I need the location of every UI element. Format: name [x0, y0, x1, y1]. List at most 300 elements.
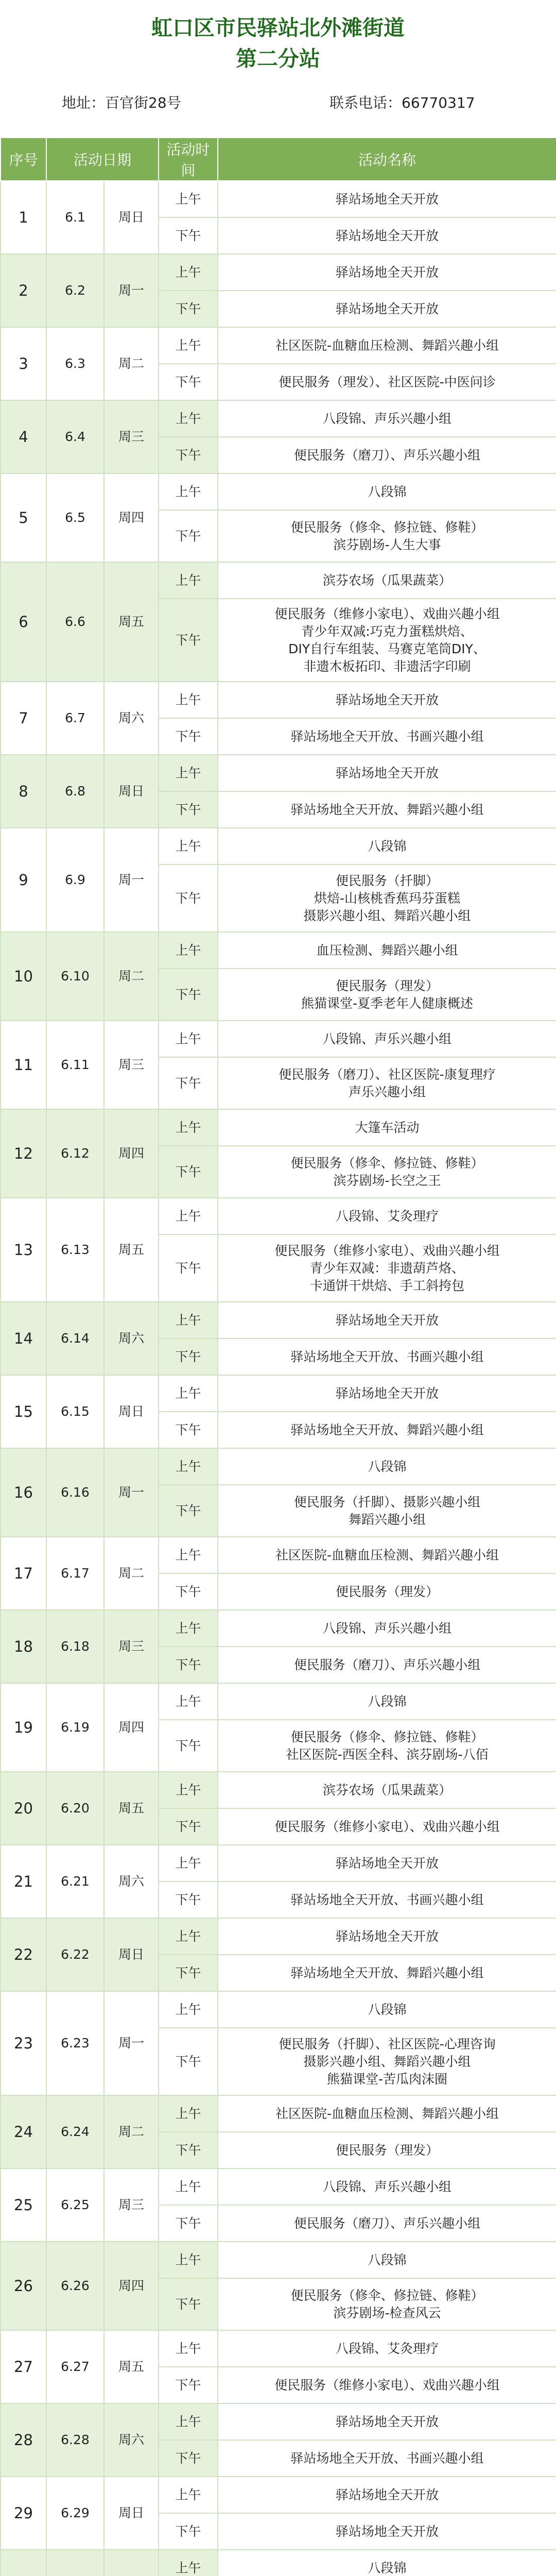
table-row: [1, 932, 556, 969]
activity-line: 驿站场地全天开放、书画兴趣小组: [290, 2450, 484, 2466]
activity-am: [218, 327, 556, 364]
period-pm: 下午: [159, 865, 218, 932]
period-pm: 下午: [159, 1882, 218, 1918]
table-row: [1, 1109, 556, 1146]
period-am: 上午: [159, 181, 218, 217]
row-weekday: 周六: [104, 1302, 159, 1375]
activity-pm: [218, 791, 556, 828]
row-date: 6.16: [46, 1448, 104, 1537]
activity-line: 便民服务（扦脚）、社区医院-心理咨询: [279, 2036, 496, 2052]
period-pm: 下午: [159, 1485, 218, 1537]
activity-am: [218, 1772, 556, 1808]
activity-line: 社区医院-西医全科、滨芬剧场-八佰: [286, 1747, 489, 1762]
activity-pm: [218, 718, 556, 755]
activity-am: [218, 1302, 556, 1338]
activity-am: [218, 1537, 556, 1573]
row-weekday: 周五: [104, 1772, 159, 1845]
activity-pm: [218, 1955, 556, 1991]
period-pm: 下午: [159, 2440, 218, 2477]
row-number: 7: [1, 682, 46, 755]
table-row: [1, 562, 556, 599]
row-weekday: 周五: [104, 1198, 159, 1302]
period-am: 上午: [159, 1448, 218, 1485]
row-weekday: 周日: [104, 181, 159, 254]
activity-pm: [218, 2367, 556, 2403]
activity-line: 便民服务（维修小家电）、戏曲兴趣小组: [274, 606, 500, 621]
page-header: [0, 0, 556, 137]
row-number: 8: [1, 755, 46, 828]
contact-info: [62, 92, 556, 112]
activity-line: 便民服务（修伞、修拉链、修鞋）: [290, 2287, 484, 2303]
row-date: 6.26: [46, 2242, 104, 2330]
period-am: 上午: [159, 1610, 218, 1647]
row-weekday: 周二: [104, 327, 159, 400]
period-am: 上午: [159, 2403, 218, 2440]
period-am: 上午: [159, 755, 218, 791]
table-body: [1, 181, 556, 2576]
activity-line: 驿站场地全天开放: [336, 2414, 439, 2429]
activity-pm: [218, 1338, 556, 1375]
row-date: 6.3: [46, 327, 104, 400]
row-number: 13: [1, 1198, 46, 1302]
period-pm: 下午: [159, 2278, 218, 2330]
row-date: 6.7: [46, 682, 104, 755]
activity-line: 摄影兴趣小组、舞蹈兴趣小组: [303, 908, 471, 923]
activity-am: [218, 1021, 556, 1057]
activity-pm: [218, 865, 556, 932]
period-pm: 下午: [159, 291, 218, 327]
row-date: 6.24: [46, 2095, 104, 2168]
activity-line: 八段锦: [368, 2002, 407, 2017]
activity-line: 八段锦: [368, 2560, 407, 2575]
row-number: 19: [1, 1683, 46, 1772]
activity-line: 驿站场地全天开放、舞蹈兴趣小组: [290, 802, 484, 817]
row-number: 15: [1, 1375, 46, 1448]
table-row: [1, 1302, 556, 1338]
table-row: [1, 400, 556, 437]
activity-line: 八段锦、艾灸理疗: [336, 1208, 439, 1224]
table-row: [1, 181, 556, 217]
period-am: 上午: [159, 254, 218, 291]
row-date: 6.29: [46, 2477, 104, 2550]
row-weekday: 周日: [104, 2477, 159, 2550]
row-date: 6.13: [46, 1198, 104, 1302]
col-header-time: 活动时间: [159, 138, 218, 181]
row-number: 10: [1, 932, 46, 1021]
row-date: 6.2: [46, 254, 104, 327]
activity-line: 八段锦: [368, 838, 407, 854]
row-date: 6.1: [46, 181, 104, 254]
activity-line: 驿站场地全天开放: [336, 1385, 439, 1401]
period-am: 上午: [159, 473, 218, 510]
row-date: 6.17: [46, 1537, 104, 1610]
period-pm: 下午: [159, 1057, 218, 1109]
activity-am: [218, 181, 556, 217]
row-date: 6.14: [46, 1302, 104, 1375]
activity-line: 摄影兴趣小组、舞蹈兴趣小组: [303, 2054, 471, 2069]
row-weekday: 周五: [104, 562, 159, 682]
row-weekday: 周四: [104, 1109, 159, 1198]
table-header-row: [1, 138, 556, 181]
row-date: 6.25: [46, 2168, 104, 2242]
period-am: 上午: [159, 1537, 218, 1573]
activity-line: 八段锦、声乐兴趣小组: [323, 1620, 452, 1636]
row-number: 17: [1, 1537, 46, 1610]
activity-line: 便民服务（维修小家电）、戏曲兴趣小组: [274, 1243, 500, 1258]
row-date: 6.5: [46, 473, 104, 562]
activity-line: 舞蹈兴趣小组: [349, 1512, 426, 1527]
period-am: 上午: [159, 400, 218, 437]
row-number: 29: [1, 2477, 46, 2550]
activity-am: [218, 1683, 556, 1720]
row-weekday: 周三: [104, 1021, 159, 1109]
table-row: [1, 2550, 556, 2576]
period-am: 上午: [159, 932, 218, 969]
period-am: 上午: [159, 1845, 218, 1882]
activity-pm: [218, 1573, 556, 1610]
activity-line: 卡通饼干烘焙、手工斜挎包: [310, 1278, 465, 1293]
activity-line: 青少年双减：非遗葫芦烙、: [310, 1260, 465, 1276]
activity-am: [218, 254, 556, 291]
period-pm: 下午: [159, 437, 218, 473]
table-row: [1, 828, 556, 865]
activity-pm: [218, 510, 556, 562]
activity-pm: [218, 437, 556, 473]
period-am: 上午: [159, 682, 218, 718]
row-weekday: 周二: [104, 1537, 159, 1610]
activity-pm: [218, 1808, 556, 1845]
period-am: 上午: [159, 1198, 218, 1234]
activity-pm: [218, 1647, 556, 1683]
activity-am: [218, 2095, 556, 2132]
activity-pm: [218, 1720, 556, 1772]
activity-line: 熊猫课堂-苦瓜肉沫圈: [327, 2071, 448, 2087]
period-pm: 下午: [159, 2513, 218, 2550]
row-weekday: 周二: [104, 932, 159, 1021]
activity-schedule-table: [0, 137, 556, 2576]
row-number: 4: [1, 400, 46, 473]
activity-am: [218, 2168, 556, 2205]
activity-am: [218, 2242, 556, 2278]
activity-line: 滨芬农场（瓜果蔬菜）: [323, 572, 452, 588]
activity-pm: [218, 1485, 556, 1537]
period-am: 上午: [159, 327, 218, 364]
title-line-2: 第二分站: [236, 46, 320, 71]
period-pm: 下午: [159, 510, 218, 562]
table-row: [1, 1772, 556, 1808]
table-row: [1, 1845, 556, 1882]
activity-am: [218, 1375, 556, 1412]
row-date: 6.12: [46, 1109, 104, 1198]
row-date: 6.10: [46, 932, 104, 1021]
period-am: 上午: [159, 828, 218, 865]
activity-line: 八段锦、艾灸理疗: [336, 2341, 439, 2356]
row-weekday: 周三: [104, 1610, 159, 1683]
period-am: 上午: [159, 1918, 218, 1955]
row-number: 28: [1, 2403, 46, 2477]
row-date: 6.9: [46, 828, 104, 932]
row-number: 12: [1, 1109, 46, 1198]
period-pm: 下午: [159, 364, 218, 400]
period-am: 上午: [159, 2550, 218, 2576]
row-number: 2: [1, 254, 46, 327]
row-date: 6.18: [46, 1610, 104, 1683]
row-weekday: 周日: [104, 1375, 159, 1448]
activity-line: 便民服务（扦脚）: [336, 873, 439, 888]
period-pm: 下午: [159, 2028, 218, 2095]
row-weekday: 周三: [104, 2168, 159, 2242]
phone-text: 联系电话：66770317: [329, 94, 475, 111]
activity-line: 社区医院-血糖血压检测、舞蹈兴趣小组: [275, 337, 499, 353]
activity-line: 八段锦: [368, 2252, 407, 2267]
period-am: 上午: [159, 2477, 218, 2513]
address-text: 地址：百官街28号: [62, 94, 181, 111]
table-row: [1, 2403, 556, 2440]
activity-line: 八段锦: [368, 1459, 407, 1474]
activity-line: 驿站场地全天开放、舞蹈兴趣小组: [290, 1422, 484, 1437]
activity-line: 声乐兴趣小组: [349, 1084, 426, 1099]
activity-line: 八段锦: [368, 1693, 407, 1709]
activity-line: 驿站场地全天开放: [336, 228, 439, 243]
activity-line: 便民服务（磨刀）、社区医院-康复理疗: [279, 1066, 496, 1082]
activity-pm: [218, 2205, 556, 2242]
table-row: [1, 1918, 556, 1955]
activity-line: 驿站场地全天开放、舞蹈兴趣小组: [290, 1965, 484, 1980]
activity-am: [218, 755, 556, 791]
table-row: [1, 327, 556, 364]
period-am: 上午: [159, 1772, 218, 1808]
period-pm: 下午: [159, 1146, 218, 1198]
period-pm: 下午: [159, 1573, 218, 1610]
activity-line: 烘焙-山核桃香蕉玛芬蛋糕: [314, 890, 461, 906]
activity-am: [218, 2403, 556, 2440]
activity-line: 驿站场地全天开放: [336, 2487, 439, 2502]
activity-am: [218, 473, 556, 510]
table-row: [1, 2095, 556, 2132]
activity-line: 驿站场地全天开放: [336, 692, 439, 707]
row-number: 9: [1, 828, 46, 932]
activity-am: [218, 2550, 556, 2576]
period-am: 上午: [159, 2168, 218, 2205]
row-number: 14: [1, 1302, 46, 1375]
period-am: 上午: [159, 2095, 218, 2132]
table-row: [1, 2168, 556, 2205]
table-row: [1, 2330, 556, 2367]
period-pm: 下午: [159, 1808, 218, 1845]
row-date: 6.15: [46, 1375, 104, 1448]
row-number: 5: [1, 473, 46, 562]
activity-line: 便民服务（维修小家电）、戏曲兴趣小组: [274, 1819, 500, 1834]
activity-am: [218, 1448, 556, 1485]
table-row: [1, 473, 556, 510]
table-row: [1, 1198, 556, 1234]
row-number: 16: [1, 1448, 46, 1537]
activity-am: [218, 1610, 556, 1647]
row-date: 6.22: [46, 1918, 104, 1991]
row-weekday: 周一: [104, 1991, 159, 2095]
period-pm: 下午: [159, 1955, 218, 1991]
row-date: 6.8: [46, 755, 104, 828]
activity-am: [218, 1991, 556, 2028]
row-weekday: [104, 2550, 159, 2576]
table-row: [1, 755, 556, 791]
col-header-no: 序号: [1, 138, 46, 181]
activity-line: 非遗木板拓印、非遗活字印刷: [303, 658, 471, 674]
col-header-activity: 活动名称: [218, 138, 556, 181]
activity-am: [218, 562, 556, 599]
row-weekday: 周四: [104, 1683, 159, 1772]
activity-line: 便民服务（理发）、社区医院-中医问诊: [279, 374, 496, 389]
row-number: 22: [1, 1918, 46, 1991]
period-am: 上午: [159, 2330, 218, 2367]
row-date: 6.6: [46, 562, 104, 682]
activity-pm: [218, 364, 556, 400]
activity-line: 驿站场地全天开放、书画兴趣小组: [290, 728, 484, 744]
activity-am: [218, 682, 556, 718]
activity-line: 便民服务（磨刀）、声乐兴趣小组: [293, 447, 481, 463]
activity-am: [218, 1109, 556, 1146]
period-am: 上午: [159, 1991, 218, 2028]
row-weekday: 周三: [104, 400, 159, 473]
period-am: 上午: [159, 1375, 218, 1412]
row-weekday: 周一: [104, 1448, 159, 1537]
activity-line: 便民服务（磨刀）、声乐兴趣小组: [293, 2215, 481, 2231]
activity-line: 便民服务（理发）: [336, 1584, 439, 1599]
row-weekday: 周四: [104, 2242, 159, 2330]
activity-line: 滨芬剧场-人生大事: [333, 537, 441, 552]
activity-line: 熊猫课堂-夏季老年人健康概述: [301, 995, 474, 1011]
period-am: 上午: [159, 2242, 218, 2278]
table-row: [1, 1021, 556, 1057]
activity-line: 八段锦、声乐兴趣小组: [323, 411, 452, 426]
period-am: 上午: [159, 562, 218, 599]
row-date: [46, 2550, 104, 2576]
activity-line: 驿站场地全天开放、书画兴趣小组: [290, 1892, 484, 1907]
row-weekday: 周六: [104, 1845, 159, 1918]
table-row: [1, 2242, 556, 2278]
row-date: 6.19: [46, 1683, 104, 1772]
table-row: [1, 2477, 556, 2513]
row-weekday: 周五: [104, 2330, 159, 2403]
activity-pm: [218, 1882, 556, 1918]
row-weekday: 周四: [104, 473, 159, 562]
activity-am: [218, 1845, 556, 1882]
row-number: [1, 2550, 46, 2576]
activity-am: [218, 1918, 556, 1955]
activity-line: 驿站场地全天开放: [336, 301, 439, 316]
activity-line: 青少年双减:巧克力蛋糕烘焙、: [301, 623, 473, 639]
period-pm: 下午: [159, 1720, 218, 1772]
row-date: 6.27: [46, 2330, 104, 2403]
row-weekday: 周六: [104, 682, 159, 755]
period-pm: 下午: [159, 2205, 218, 2242]
activity-am: [218, 828, 556, 865]
activity-line: 驿站场地全天开放: [336, 1312, 439, 1328]
activity-line: 便民服务（理发）: [336, 978, 439, 993]
activity-line: 驿站场地全天开放: [336, 1928, 439, 1944]
row-date: 6.21: [46, 1845, 104, 1918]
period-pm: 下午: [159, 1412, 218, 1448]
row-date: 6.11: [46, 1021, 104, 1109]
period-am: 上午: [159, 1302, 218, 1338]
period-pm: 下午: [159, 1234, 218, 1302]
period-pm: 下午: [159, 791, 218, 828]
activity-line: 驿站场地全天开放: [336, 191, 439, 207]
activity-pm: [218, 2132, 556, 2168]
activity-pm: [218, 2278, 556, 2330]
row-number: 24: [1, 2095, 46, 2168]
activity-pm: [218, 2028, 556, 2095]
activity-am: [218, 2330, 556, 2367]
activity-line: 便民服务（维修小家电）、戏曲兴趣小组: [274, 2377, 500, 2393]
table-row: [1, 1448, 556, 1485]
period-pm: 下午: [159, 1338, 218, 1375]
row-weekday: 周二: [104, 2095, 159, 2168]
table-row: [1, 1610, 556, 1647]
activity-line: 滨芬农场（瓜果蔬菜）: [323, 1782, 452, 1798]
row-number: 26: [1, 2242, 46, 2330]
row-number: 11: [1, 1021, 46, 1109]
table-row: [1, 1991, 556, 2028]
activity-pm: [218, 1057, 556, 1109]
activity-line: 便民服务（修伞、修拉链、修鞋）: [290, 1155, 484, 1171]
period-pm: 下午: [159, 217, 218, 254]
row-number: 25: [1, 2168, 46, 2242]
activity-line: 便民服务（修伞、修拉链、修鞋）: [290, 519, 484, 535]
title-line-1: 虹口区市民驿站北外滩街道: [151, 15, 405, 40]
row-number: 27: [1, 2330, 46, 2403]
activity-line: 驿站场地全天开放: [336, 765, 439, 781]
activity-pm: [218, 217, 556, 254]
period-am: 上午: [159, 1021, 218, 1057]
period-am: 上午: [159, 1109, 218, 1146]
table-row: [1, 1375, 556, 1412]
activity-pm: [218, 1146, 556, 1198]
row-date: 6.23: [46, 1991, 104, 2095]
row-number: 21: [1, 1845, 46, 1918]
row-number: 20: [1, 1772, 46, 1845]
period-am: 上午: [159, 1683, 218, 1720]
activity-pm: [218, 969, 556, 1021]
activity-am: [218, 932, 556, 969]
row-number: 23: [1, 1991, 46, 2095]
activity-pm: [218, 2513, 556, 2550]
activity-line: 驿站场地全天开放: [336, 2523, 439, 2539]
activity-line: 便民服务（理发）: [336, 2142, 439, 2158]
row-weekday: 周一: [104, 254, 159, 327]
activity-line: 血压检测、舞蹈兴趣小组: [316, 942, 458, 958]
row-date: 6.4: [46, 400, 104, 473]
row-date: 6.20: [46, 1772, 104, 1845]
activity-line: 八段锦: [368, 484, 407, 499]
period-pm: 下午: [159, 2367, 218, 2403]
row-number: 1: [1, 181, 46, 254]
activity-pm: [218, 1234, 556, 1302]
col-header-date: 活动日期: [46, 138, 159, 181]
activity-line: 便民服务（磨刀）、声乐兴趣小组: [293, 1657, 481, 1672]
activity-line: 驿站场地全天开放: [336, 1855, 439, 1871]
activity-pm: [218, 1412, 556, 1448]
table-row: [1, 1537, 556, 1573]
row-weekday: 周六: [104, 2403, 159, 2477]
period-pm: 下午: [159, 969, 218, 1021]
activity-line: DIY自行车组装、马赛克笔筒DIY、: [288, 641, 486, 656]
row-number: 6: [1, 562, 46, 682]
row-number: 18: [1, 1610, 46, 1683]
activity-line: 社区医院-血糖血压检测、舞蹈兴趣小组: [275, 1547, 499, 1563]
table-row: [1, 682, 556, 718]
activity-line: 滨芬剧场-长空之王: [333, 1173, 441, 1188]
